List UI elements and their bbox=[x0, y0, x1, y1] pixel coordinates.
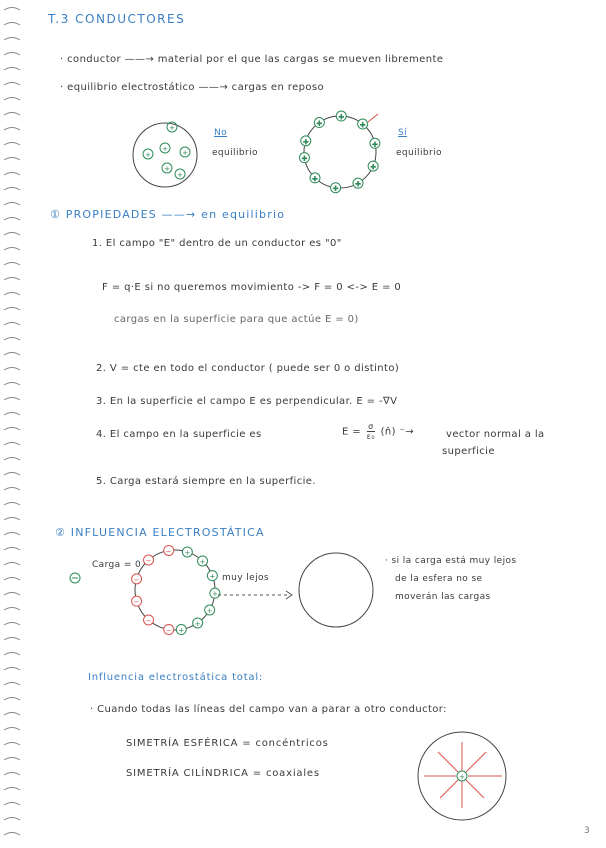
intro-conductor-definition: · conductor ——→ material por el que las cargas se mueven libremente bbox=[60, 54, 444, 65]
spiral-ring bbox=[4, 128, 20, 131]
spiral-ring bbox=[4, 578, 20, 581]
spiral-ring bbox=[4, 233, 20, 236]
formula-numerator: σ bbox=[368, 422, 374, 431]
spiral-ring bbox=[4, 413, 20, 416]
charge-sign: + bbox=[370, 163, 377, 172]
spiral-ring bbox=[4, 53, 20, 56]
spiral-ring bbox=[4, 113, 20, 116]
spiral-ring bbox=[4, 563, 20, 566]
page-number: 3 bbox=[584, 826, 591, 836]
spiral-ring bbox=[4, 488, 20, 491]
spiral-ring bbox=[4, 398, 20, 401]
distant-sphere bbox=[298, 552, 378, 632]
svg-text:+: + bbox=[169, 124, 175, 132]
charge-sign: + bbox=[194, 619, 201, 628]
property-1-force: F = q·E si no queremos movimiento -> F = 0 <-> E = 0 bbox=[102, 282, 402, 293]
spiral-ring bbox=[4, 458, 20, 461]
section-properties-title: ① PROPIEDADES ——→ en equilibrio bbox=[50, 208, 286, 221]
property-1: 1. El campo "E" dentro de un conductor es "0" bbox=[92, 238, 342, 249]
svg-text:+: + bbox=[182, 149, 188, 157]
spiral-ring bbox=[4, 8, 20, 11]
spiral-ring bbox=[4, 473, 20, 476]
charge-sign: + bbox=[316, 119, 323, 128]
spiral-ring bbox=[4, 638, 20, 641]
influence-note-1: · si la carga está muy lejos bbox=[385, 556, 517, 566]
property-1-note: cargas en la superficie para que actúe E = 0) bbox=[114, 314, 359, 325]
spiral-ring bbox=[4, 38, 20, 41]
charge-sign: − bbox=[145, 556, 152, 565]
spiral-ring bbox=[4, 203, 20, 206]
spiral-ring bbox=[4, 368, 20, 371]
charge-sign: + bbox=[184, 548, 191, 557]
charge-sign: + bbox=[209, 572, 216, 581]
spherical-symmetry: SIMETRÍA ESFÉRICA = concéntricos bbox=[126, 738, 329, 749]
influence-note-2: de la esfera no se bbox=[395, 574, 483, 584]
spiral-ring bbox=[4, 338, 20, 341]
spiral-ring bbox=[4, 383, 20, 386]
spiral-ring bbox=[4, 143, 20, 146]
inner-charge-signs bbox=[145, 124, 188, 179]
influence-note-3: moverán las cargas bbox=[395, 592, 491, 602]
cylindrical-symmetry: SIMETRÍA CILÍNDRICA = coaxiales bbox=[126, 768, 320, 779]
spiral-ring bbox=[4, 713, 20, 716]
property-4: 4. El campo en la superficie es bbox=[96, 429, 262, 440]
page-title: T.3 CONDUCTORES bbox=[48, 12, 186, 26]
spiral-ring bbox=[4, 158, 20, 161]
total-influence-line: · Cuando todas las líneas del campo van a parar a otro conductor: bbox=[90, 704, 447, 715]
spiral-ring bbox=[4, 68, 20, 71]
charge-sign: + bbox=[332, 184, 339, 193]
spiral-ring bbox=[4, 353, 20, 356]
spiral-ring bbox=[4, 698, 20, 701]
charge-sign: + bbox=[359, 121, 366, 130]
charge-sign: − bbox=[165, 547, 172, 556]
spiral-ring bbox=[4, 263, 20, 266]
spiral-ring bbox=[4, 278, 20, 281]
formula-normal: (n̂) ⁻→ bbox=[380, 426, 414, 438]
formula-denominator: ε₀ bbox=[366, 432, 376, 441]
si-equilibrium-label: equilibrio bbox=[396, 148, 442, 158]
central-charge-sign: + bbox=[459, 773, 465, 781]
charge-sign: + bbox=[211, 590, 218, 599]
spiral-ring bbox=[4, 788, 20, 791]
property-4-normal-vector: vector normal a la bbox=[446, 429, 545, 440]
no-equilibrium-label: equilibrio bbox=[212, 148, 258, 158]
spiral-ring bbox=[4, 833, 20, 836]
section-influence-title: ② INFLUENCIA ELECTROSTÁTICA bbox=[55, 526, 265, 539]
charge-sign: − bbox=[133, 598, 140, 607]
spiral-ring bbox=[4, 818, 20, 821]
si-label: Sí bbox=[398, 128, 408, 138]
spiral-ring bbox=[4, 683, 20, 686]
no-label: No bbox=[214, 128, 228, 138]
property-2: 2. V = cte en todo el conductor ( puede ser 0 o distinto) bbox=[96, 363, 400, 374]
spiral-ring bbox=[4, 518, 20, 521]
spiral-ring bbox=[4, 728, 20, 731]
charge-sign: + bbox=[178, 626, 185, 635]
influence-diagram bbox=[62, 540, 322, 640]
spiral-ring bbox=[4, 308, 20, 311]
total-influence-title: Influencia electrostática total: bbox=[88, 672, 264, 683]
property-4-surface: superficie bbox=[442, 446, 495, 457]
spiral-ring bbox=[4, 533, 20, 536]
spiral-ring bbox=[4, 668, 20, 671]
spiral-binding bbox=[0, 0, 26, 848]
property-4-formula: E = $\frac{\sigma}{\text{ε₀}}$ (n̂) ⁻→ bbox=[342, 422, 414, 441]
concentric-spheres-diagram bbox=[416, 728, 516, 828]
charge-sign: + bbox=[199, 557, 206, 566]
spiral-ring bbox=[4, 503, 20, 506]
charge-sign: + bbox=[371, 140, 378, 149]
spiral-ring bbox=[4, 428, 20, 431]
spiral-ring bbox=[4, 803, 20, 806]
charge-sign: + bbox=[302, 137, 309, 146]
spiral-ring bbox=[4, 743, 20, 746]
spiral-ring bbox=[4, 23, 20, 26]
svg-text:+: + bbox=[177, 171, 183, 179]
spiral-ring bbox=[4, 443, 20, 446]
spiral-ring bbox=[4, 653, 20, 656]
charge-sign: − bbox=[133, 575, 140, 584]
spiral-ring bbox=[4, 98, 20, 101]
spiral-ring bbox=[4, 248, 20, 251]
field-arrow bbox=[368, 114, 378, 122]
charge-sign: + bbox=[206, 607, 213, 615]
intro-equilibrium-definition: · equilibrio electrostático ——→ cargas en reposo bbox=[60, 82, 325, 93]
spiral-ring bbox=[4, 773, 20, 776]
spiral-ring bbox=[4, 323, 20, 326]
charge-sign: − bbox=[165, 626, 172, 635]
spiral-ring bbox=[4, 623, 20, 626]
charge-sign: + bbox=[312, 174, 318, 183]
charge-sign: − bbox=[145, 617, 152, 626]
spiral-ring bbox=[4, 83, 20, 86]
charge-sign: + bbox=[355, 180, 361, 189]
induced-charges bbox=[132, 545, 220, 634]
spiral-ring bbox=[4, 548, 20, 551]
spiral-ring bbox=[4, 593, 20, 596]
charge-sign: + bbox=[301, 154, 308, 163]
charge-zero-label: Carga = 0 bbox=[92, 560, 142, 570]
svg-text:+: + bbox=[162, 145, 168, 153]
spiral-ring bbox=[4, 188, 20, 191]
spiral-ring bbox=[4, 293, 20, 296]
svg-text:+: + bbox=[145, 151, 151, 159]
spiral-ring bbox=[4, 173, 20, 176]
spiral-ring bbox=[4, 758, 20, 761]
svg-text:+: + bbox=[164, 165, 170, 173]
far-away-label: muy lejos bbox=[222, 573, 269, 583]
spiral-ring bbox=[4, 608, 20, 611]
charge-sign: + bbox=[338, 113, 345, 122]
surface-charges bbox=[299, 111, 379, 193]
property-5: 5. Carga estará siempre en la superficie. bbox=[96, 476, 316, 487]
spiral-ring bbox=[4, 218, 20, 221]
property-3: 3. En la superficie el campo E es perpendicular. E = -∇V bbox=[96, 396, 398, 407]
